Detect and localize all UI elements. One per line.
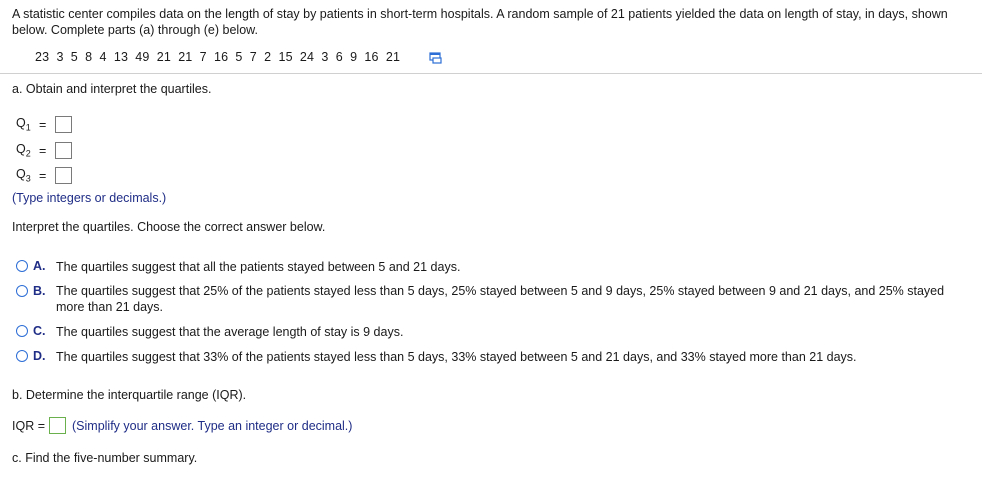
part-a-title: a. Obtain and interpret the quartiles. — [12, 82, 212, 96]
option-d-radio[interactable] — [16, 350, 28, 362]
q2-label: $Q_2$ — [16, 142, 31, 159]
option-c-text[interactable]: The quartiles suggest that the average length of stay is 9 days. — [56, 325, 404, 339]
option-b-radio[interactable] — [16, 285, 28, 297]
option-c-letter: C. — [33, 324, 46, 338]
option-b-text[interactable]: The quartiles suggest that 25% of the patients stayed less than 5 days, 25% stayed between 5 and 9 days, 25% stayed between 9 and 21 days, and 25% stayed more than 21 days. — [56, 284, 945, 314]
q2-input[interactable] — [55, 142, 72, 159]
option-a-letter: A. — [33, 259, 46, 273]
iqr-hint: (Simplify your answer. Type an integer or decimal.) — [72, 419, 353, 433]
problem-intro: A statistic center compiles data on the length of stay by patients in short-term hospitals. A random sample of 21 patients yielded the data on length of stay, in days, shown below. Complete parts (a) through (e) below. — [12, 7, 948, 37]
interpret-prompt: Interpret the quartiles. Choose the correct answer below. — [12, 220, 326, 234]
q1-label: $Q_1$ — [16, 116, 31, 133]
option-c-radio[interactable] — [16, 325, 28, 337]
iqr-input[interactable] — [49, 417, 66, 434]
option-d-letter: D. — [33, 349, 46, 363]
q3-input[interactable] — [55, 167, 72, 184]
data-values: 23 3 5 8 4 13 49 21 21 7 16 5 7 2 15 24 3 6 9 16 21 — [35, 50, 401, 64]
iqr-label: IQR = — [12, 419, 45, 433]
option-b-letter: B. — [33, 284, 46, 298]
q3-equals: = — [39, 169, 47, 183]
q2-equals: = — [39, 144, 47, 158]
q1-input[interactable] — [55, 116, 72, 133]
part-c-title: c. Find the five-number summary. — [12, 451, 198, 465]
section-divider — [0, 73, 982, 74]
quartile-hint: (Type integers or decimals.) — [12, 191, 167, 205]
q1-equals: = — [39, 118, 47, 132]
copy-icon[interactable] — [429, 52, 443, 64]
q3-label: $Q_3$ — [16, 167, 31, 184]
option-a-radio[interactable] — [16, 260, 28, 272]
option-a-text[interactable]: The quartiles suggest that all the patients stayed between 5 and 21 days. — [56, 260, 461, 274]
part-b-title: b. Determine the interquartile range (IQR). — [12, 388, 247, 402]
option-d-text[interactable]: The quartiles suggest that 33% of the patients stayed less than 5 days, 33% stayed between 5 and 21 days, and 33% stayed more than 21 days. — [56, 350, 857, 364]
